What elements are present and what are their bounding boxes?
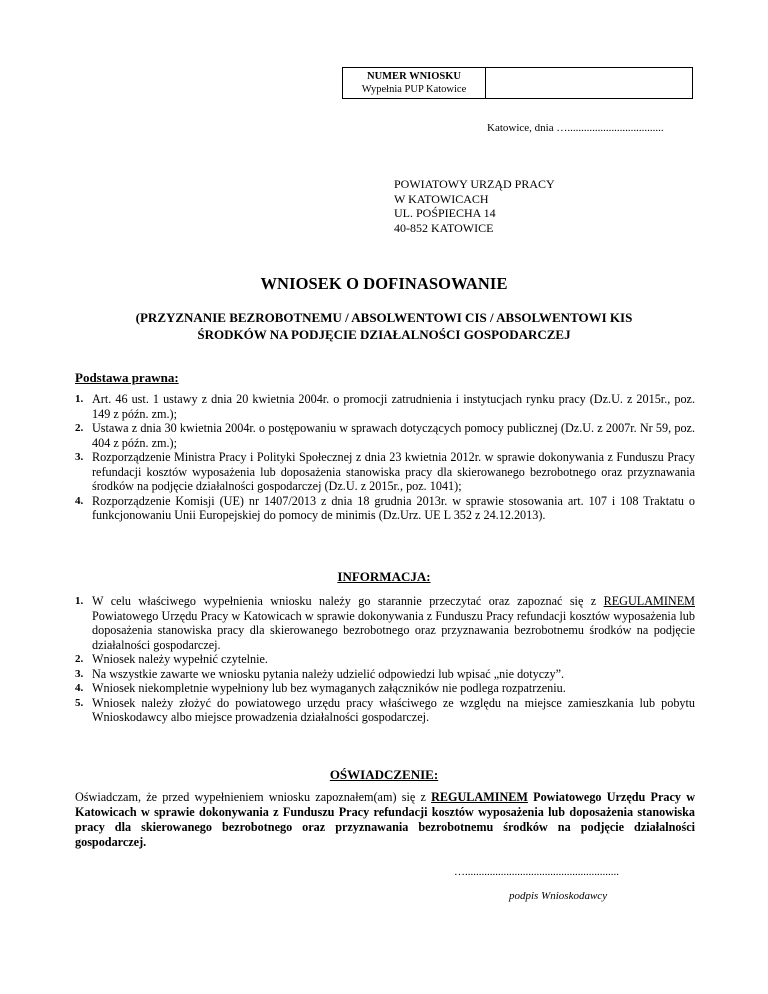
- document-subtitle: [60, 309, 708, 343]
- list-item: [75, 652, 695, 667]
- list-text: Rozporządzenie Komisji (UE) nr 1407/2013 z dnia 18 grudnia 2013r. w sprawie stosowania art. 107 i 108 Traktatu o funkcjonowaniu Unii Europejskiej do pomocy de minimis (Dz.Urz. UE L 352 z 24.12.2013).: [92, 493, 695, 522]
- list-text: Art. 46 ust. 1 ustawy z dnia 20 kwietnia 2004r. o promocji zatrudnienia i instytucjach rynku pracy (Dz.U. z 2015r., poz. 149 z późn. zm.);: [92, 392, 695, 421]
- list-text: [92, 594, 695, 652]
- application-number-box: [342, 67, 693, 99]
- declaration-text: [75, 790, 695, 850]
- address-line: UL. POŚPIECHA 14: [394, 206, 496, 220]
- information-heading: INFORMACJA:: [337, 569, 431, 584]
- list-text: Na wszystkie zawarte we wniosku pytania należy udzielić odpowiedzi lub wpisać „nie dotyczy”.: [92, 666, 565, 681]
- list-text: Ustawa z dnia 30 kwietnia 2004r. o postępowaniu w sprawach dotyczących pomocy publicznej (Dz.U. z 2007r. Nr 59, poz. 404 z późn. zm.);: [92, 421, 695, 450]
- regulations-reference: REGULAMINEM: [603, 594, 695, 608]
- list-item: [75, 667, 695, 682]
- declaration-regulations-reference: REGULAMINEM: [431, 790, 528, 804]
- list-number: 1.: [75, 393, 84, 405]
- application-number-label: [343, 68, 486, 98]
- document-title: WNIOSEK O DOFINASOWANIE: [260, 274, 508, 293]
- list-number: 5.: [75, 696, 84, 709]
- declaration-heading: OŚWIADCZENIE:: [329, 767, 439, 782]
- info-text-before: W celu właściwego wypełnienia wniosku należy go starannie przeczytać oraz zapoznać się z: [92, 594, 604, 608]
- info-text-after: Powiatowego Urzędu Pracy w Katowicach w sprawie dokonywania z Funduszu Pracy refundacji kosztów wyposażenia lub doposażenia stanowiska pracy dla skierowanego bezrobotnego oraz przyznawania bezrobotnemu środków na podjęcie działalności gospodarczej.: [92, 608, 695, 652]
- list-number: 3.: [75, 667, 84, 680]
- recipient-address: [394, 177, 555, 235]
- list-number: 4.: [75, 682, 84, 694]
- list-number: 3.: [75, 451, 84, 463]
- list-item: [75, 421, 695, 450]
- legal-basis-list: [75, 392, 695, 523]
- list-number: 4.: [75, 494, 84, 507]
- date-line: Katowice, dnia …...................................: [487, 122, 664, 134]
- signature-line[interactable]: …........................................................: [454, 866, 619, 878]
- signature-label: podpis Wnioskodawcy: [509, 890, 608, 902]
- information-list: [75, 594, 695, 725]
- list-item: [75, 594, 695, 652]
- list-number: 2.: [75, 653, 84, 665]
- application-number-title: NUMER WNIOSKU: [366, 71, 462, 82]
- address-line: W KATOWICACH: [394, 191, 489, 206]
- address-line: POWIATOWY URZĄD PRACY: [394, 177, 555, 191]
- legal-basis-heading: Podstawa prawna:: [75, 370, 179, 385]
- list-item: [75, 494, 695, 523]
- subtitle-line: (PRZYZNANIE BEZROBOTNEMU / ABSOLWENTOWI CIS / ABSOLWENTOWI KIS: [135, 310, 633, 325]
- list-number: 2.: [75, 422, 84, 434]
- list-text: Wniosek niekompletnie wypełniony lub bez wymaganych załączników nie podlega rozpatrzeniu.: [92, 681, 566, 695]
- list-number: 1.: [75, 595, 84, 607]
- list-text: Wniosek należy złożyć do powiatowego urzędu pracy właściwego ze względu na miejsce zamieszkania lub pobytu Wnioskodawcy albo miejsce prowadzenia działalności gospodarczej.: [92, 695, 695, 724]
- subtitle-line: ŚRODKÓW NA PODJĘCIE DZIAŁALNOŚCI GOSPODARCZEJ: [197, 327, 571, 342]
- list-item: [75, 450, 695, 494]
- declaration-text-after: Powiatowego Urzędu Pracy w Katowicach w sprawie dokonywania z Funduszu Pracy refundacji kosztów wyposażenia lub doposażenia stanowiska pracy dla skierowanego bezrobotnego oraz przyznawania bezrobotnemu środków na podjęcie działalności gospodarczej.: [75, 790, 695, 849]
- list-item: [75, 696, 695, 725]
- list-text: Rozporządzenie Ministra Pracy i Polityki Społecznej z dnia 23 kwietnia 2012r. w sprawie dokonywania z Funduszu Pracy refundacji kosztów wyposażenia lub doposażenia stanowiska pracy dla skierowanego bezrobotnego oraz przyznawania środków na podjęcie działalności gospodarczej (Dz.U. z 2015r., poz. 1041);: [92, 450, 695, 493]
- list-item: [75, 392, 695, 421]
- declaration-text-before: Oświadczam, że przed wypełnieniem wniosku zapoznałem(am) się z: [75, 790, 432, 804]
- application-number-field[interactable]: [486, 68, 692, 98]
- address-line: 40-852 KATOWICE: [394, 220, 494, 235]
- list-text: Wniosek należy wypełnić czytelnie.: [92, 652, 268, 666]
- application-number-sublabel: Wypełnia PUP Katowice: [361, 84, 467, 95]
- list-item: [75, 681, 695, 696]
